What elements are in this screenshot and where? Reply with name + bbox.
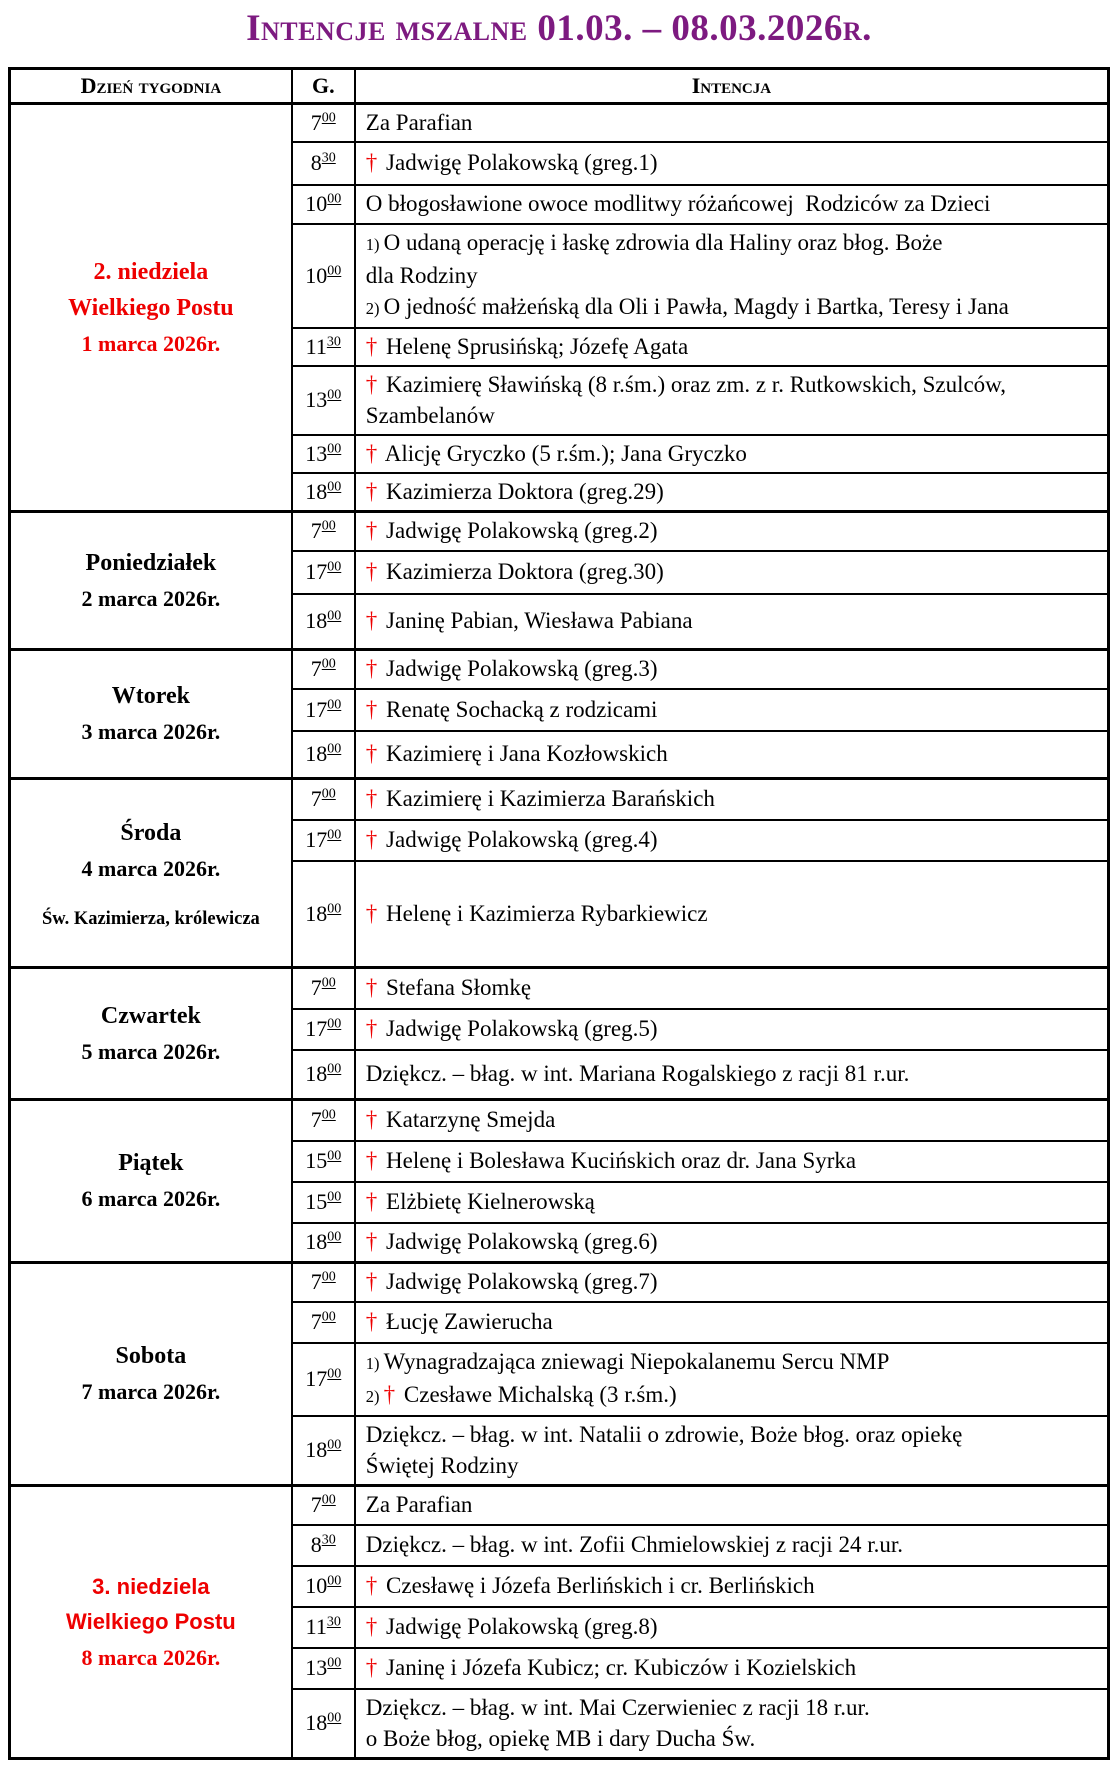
intention-line: Za Parafian [365,109,473,135]
hour-cell [292,1050,355,1100]
intention-row [10,103,1109,142]
intention-cell [355,511,1109,551]
day-line: Piątek [118,1150,184,1177]
day-line: 6 marca 2026r. [81,1186,221,1212]
intention-line: † Kazimierę i Jana Kozłowskich [365,741,668,767]
dagger-cross-icon: † [365,656,378,682]
hour-value: 10 [305,1573,328,1599]
day-cell [10,1485,292,1758]
day-line: Wielkiego Postu [68,294,234,321]
intention-cell [355,1485,1109,1525]
intention-cell [355,142,1109,185]
hour-value: 7 [310,109,322,135]
intention-line: † Jadwigę Polakowską (greg.8) [365,1614,658,1640]
hour-minutes: 30 [326,1615,341,1631]
intention-cell [355,1416,1109,1486]
hour-cell [292,1141,355,1182]
hour-cell [292,1485,355,1525]
hour-minutes: 00 [327,441,342,457]
header-intention: Intencja [355,68,1109,103]
header-hour: G. [292,68,355,103]
hour-cell [292,1343,355,1416]
intentions-table [8,67,1110,1760]
hour-value: 17 [305,1016,328,1042]
intention-line: Szambelanów [365,402,495,428]
hour-minutes: 00 [321,787,336,803]
header-day-of-week: Dzień tygodnia [10,68,292,103]
hour-value: 7 [310,1492,322,1518]
hour-value: 18 [305,1437,328,1463]
intention-cell [355,731,1109,779]
dagger-cross-icon: † [365,1614,378,1640]
intention-cell [355,1009,1109,1050]
hour-minutes: 00 [327,901,342,917]
hour-cell [292,103,355,142]
dagger-cross-icon: † [365,1189,378,1215]
hour-minutes: 00 [321,1493,336,1509]
hour-minutes: 00 [327,1367,342,1383]
dagger-cross-icon: † [365,1107,378,1133]
day-line: 8 marca 2026r. [81,1644,221,1670]
day-line: 5 marca 2026r. [81,1038,221,1064]
intention-line: 2) † Czesławe Michalską (3 r.śm.) [365,1381,677,1407]
hour-minutes: 00 [327,742,342,758]
page-title: Intencje mszalne 01.03. – 08.03.2026r. [246,8,872,49]
hour-minutes: 00 [327,1149,342,1165]
hour-minutes: 00 [327,1656,342,1672]
hour-minutes: 00 [327,828,342,844]
hour-cell [292,224,355,328]
dagger-cross-icon: † [365,1309,378,1335]
intention-cell [355,185,1109,224]
day-line: 2 marca 2026r. [81,585,221,611]
day-line: Poniedziałek [85,549,217,576]
hour-cell [292,731,355,779]
day-line: 4 marca 2026r. [81,856,221,882]
intention-cell [355,1223,1109,1263]
dagger-cross-icon: † [365,559,378,585]
hour-value: 15 [305,1189,328,1215]
hour-value: 18 [305,741,328,767]
dagger-cross-icon: † [365,786,378,812]
hour-value: 7 [310,975,322,1001]
hour-value: 15 [305,1148,328,1174]
hour-value: 7 [310,1107,322,1133]
intention-line: † Jadwigę Polakowską (greg.5) [365,1016,658,1042]
dagger-cross-icon: † [365,827,378,853]
day-line: Środa [120,820,182,847]
intention-cell [355,1689,1109,1759]
dagger-cross-icon: † [365,333,378,359]
hour-minutes: 00 [321,519,336,535]
hour-value: 13 [305,1655,328,1681]
dagger-cross-icon: † [365,975,378,1001]
intention-cell [355,1648,1109,1689]
intention-line: † Stefana Słomkę [365,975,532,1001]
intention-line: Za Parafian [365,1492,473,1518]
hour-minutes: 00 [327,263,342,279]
intention-cell [355,1525,1109,1566]
table-header-row [10,68,1109,103]
hour-value: 8 [310,150,322,176]
intention-line: † Jadwigę Polakowską (greg.3) [365,656,658,682]
intention-line: † Helenę i Bolesława Kucińskich oraz dr. Jana Syrka [365,1148,857,1174]
intention-row [10,1262,1109,1302]
intention-line: Dziękcz. – błag. w int. Natalii o zdrowie, Boże błog. oraz opiekę [365,1421,963,1447]
dagger-cross-icon: † [365,741,378,767]
hour-minutes: 00 [327,1190,342,1206]
hour-minutes: 00 [321,1108,336,1124]
intention-line: † Czesławę i Józefa Berlińskich i cr. Berlińskich [365,1573,815,1599]
day-line: Wielkiego Postu [66,1609,236,1635]
hour-minutes: 00 [327,1062,342,1078]
intention-cell [355,967,1109,1009]
hour-cell [292,1302,355,1343]
dagger-cross-icon: † [365,1229,378,1255]
hour-cell [292,649,355,689]
hour-minutes: 00 [327,1017,342,1033]
hour-value: 10 [305,191,328,217]
hour-minutes: 00 [327,192,342,208]
day-line: Wtorek [111,683,190,710]
intention-cell [355,1607,1109,1648]
hour-value: 8 [310,1532,322,1558]
dagger-cross-icon: † [365,1269,378,1295]
hour-cell [292,778,355,820]
hour-value: 17 [305,1366,328,1392]
hour-minutes: 00 [327,388,342,404]
day-cell [10,649,292,778]
hour-cell [292,142,355,185]
hour-cell [292,435,355,473]
hour-cell [292,1223,355,1263]
hour-minutes: 30 [326,334,341,350]
hour-cell [292,1689,355,1759]
dagger-cross-icon: † [365,478,378,504]
intention-row [10,1099,1109,1141]
intention-cell [355,1262,1109,1302]
list-number: 1) [365,234,384,254]
intention-line: Dziękcz. – błag. w int. Mai Czerwieniec z racji 18 r.ur. [365,1694,870,1720]
intention-cell [355,328,1109,366]
intention-line: † Jadwigę Polakowską (greg.6) [365,1229,658,1255]
hour-minutes: 00 [321,657,336,673]
hour-cell [292,1262,355,1302]
hour-minutes: 00 [321,1310,336,1326]
intention-cell [355,594,1109,650]
hour-cell [292,1607,355,1648]
intention-line: † Katarzynę Smejda [365,1107,556,1133]
intention-line: † Kazimierę Sławińską (8 r.śm.) oraz zm. z r. Rutkowskich, Szulców, [365,371,1007,397]
hour-cell [292,1009,355,1050]
intention-cell [355,778,1109,820]
day-cell [10,778,292,967]
hour-value: 11 [305,333,327,359]
day-line: 3. niedziela [92,1573,210,1599]
intention-line: † Kazimierę i Kazimierza Barańskich [365,786,715,812]
hour-minutes: 00 [321,110,336,126]
hour-minutes: 30 [321,151,336,167]
intention-cell [355,103,1109,142]
day-cell [10,1262,292,1485]
hour-value: 18 [305,900,328,926]
intention-line: † Renatę Sochacką z rodzicami [365,696,658,722]
intention-line: † Łucję Zawierucha [365,1309,553,1335]
day-line: 7 marca 2026r. [81,1379,221,1405]
dagger-cross-icon: † [383,1381,396,1407]
hour-cell [292,328,355,366]
intention-line: † Janinę Pabian, Wiesława Pabiana [365,608,693,634]
day-cell [10,511,292,649]
intention-line: † Elżbietę Kielnerowską [365,1189,595,1215]
intention-line: † Kazimierza Doktora (greg.29) [365,478,664,504]
intention-line: † Helenę Sprusińską; Józefę Agata [365,333,689,359]
intention-cell [355,1566,1109,1607]
hour-value: 13 [305,440,328,466]
dagger-cross-icon: † [365,900,378,926]
hour-minutes: 00 [321,976,336,992]
intention-line: O błogosławione owoce modlitwy różańcowej Rodziców za Dzieci [365,191,991,217]
dagger-cross-icon: † [365,1016,378,1042]
intention-cell [355,1141,1109,1182]
intention-cell [355,435,1109,473]
intention-line: 1) O udaną operację i łaskę zdrowia dla Haliny oraz błog. Boże [365,229,943,255]
hour-minutes: 00 [327,1230,342,1246]
intention-line: † Jadwigę Polakowską (greg.2) [365,518,658,544]
intention-cell [355,1182,1109,1223]
intention-row [10,967,1109,1009]
list-number: 1) [365,1353,384,1373]
intention-cell [355,649,1109,689]
intention-cell [355,224,1109,328]
day-line: 2. niedziela [93,258,209,285]
intention-line: † Alicję Gryczko (5 r.śm.); Jana Gryczko [365,440,747,466]
hour-value: 7 [310,656,322,682]
hour-cell [292,820,355,861]
intention-line: † Janinę i Józefa Kubicz; cr. Kubiczów i Kozielskich [365,1655,857,1681]
intention-cell [355,861,1109,968]
hour-cell [292,185,355,224]
hour-value: 18 [305,1061,328,1087]
dagger-cross-icon: † [365,440,378,466]
dagger-cross-icon: † [365,608,378,634]
intention-cell [355,1050,1109,1100]
dagger-cross-icon: † [365,371,378,397]
intention-row [10,778,1109,820]
hour-value: 17 [305,827,328,853]
hour-cell [292,861,355,968]
hour-cell [292,689,355,731]
day-line: Czwartek [100,1002,201,1029]
day-cell [10,103,292,511]
intention-line: o Boże błog, opiekę MB i dary Ducha Św. [365,1725,756,1751]
hour-cell [292,1525,355,1566]
hour-cell [292,1566,355,1607]
intention-line: Świętej Rodziny [365,1452,519,1478]
intention-row [10,649,1109,689]
intention-cell [355,1099,1109,1141]
intention-line: † Jadwigę Polakowską (greg.1) [365,150,658,176]
intention-line: 1) Wynagradzająca zniewagi Niepokalanemu Sercu NMP [365,1348,890,1374]
hour-minutes: 00 [327,609,342,625]
intention-cell [355,473,1109,512]
hour-minutes: 00 [327,479,342,495]
hour-value: 13 [305,387,328,413]
intention-line: † Jadwigę Polakowską (greg.7) [365,1269,658,1295]
day-line: Św. Kazimierza, królewicza [41,908,260,929]
hour-minutes: 00 [321,1270,336,1286]
hour-cell [292,1099,355,1141]
hour-cell [292,967,355,1009]
hour-value: 7 [310,1269,322,1295]
intention-line: † Kazimierza Doktora (greg.30) [365,559,664,585]
intention-cell [355,689,1109,731]
intention-row [10,511,1109,551]
hour-value: 7 [310,786,322,812]
hour-minutes: 00 [327,1574,342,1590]
list-number: 2) [365,298,384,318]
hour-minutes: 00 [327,697,342,713]
intention-line: † Helenę i Kazimierza Rybarkiewicz [365,900,708,926]
intention-line: Dziękcz. – błag. w int. Mariana Rogalskiego z racji 81 r.ur. [365,1061,910,1087]
intention-cell [355,551,1109,594]
intention-line: dla Rodziny [365,262,478,288]
intention-cell [355,820,1109,861]
hour-value: 10 [305,262,328,288]
hour-cell [292,1648,355,1689]
dagger-cross-icon: † [365,1655,378,1681]
hour-cell [292,473,355,512]
list-number: 2) [365,1386,384,1406]
hour-value: 11 [305,1614,327,1640]
intention-cell [355,1302,1109,1343]
day-cell [10,1099,292,1262]
hour-value: 7 [310,1309,322,1335]
hour-value: 18 [305,608,328,634]
hour-value: 18 [305,1710,328,1736]
hour-minutes: 00 [327,1438,342,1454]
hour-value: 18 [305,1229,328,1255]
hour-minutes: 30 [321,1533,336,1549]
intentions-body [10,103,1109,1758]
hour-cell [292,511,355,551]
day-cell [10,967,292,1099]
dagger-cross-icon: † [365,696,378,722]
hour-cell [292,1182,355,1223]
day-line: 3 marca 2026r. [81,719,221,745]
intention-line: Dziękcz. – błag. w int. Zofii Chmielowskiej z racji 24 r.ur. [365,1532,903,1558]
hour-value: 7 [310,518,322,544]
intention-cell [355,1343,1109,1416]
dagger-cross-icon: † [365,518,378,544]
hour-cell [292,1416,355,1486]
dagger-cross-icon: † [365,150,378,176]
hour-minutes: 00 [327,1711,342,1727]
hour-cell [292,594,355,650]
hour-cell [292,366,355,435]
hour-value: 17 [305,559,328,585]
intention-row [10,1485,1109,1525]
hour-minutes: 00 [327,560,342,576]
day-line: Sobota [115,1343,187,1370]
hour-value: 18 [305,478,328,504]
hour-cell [292,551,355,594]
intention-line: † Jadwigę Polakowską (greg.4) [365,827,658,853]
intention-cell [355,366,1109,435]
dagger-cross-icon: † [365,1148,378,1174]
day-line: 1 marca 2026r. [81,330,221,356]
hour-value: 17 [305,696,328,722]
dagger-cross-icon: † [365,1573,378,1599]
intention-line: 2) O jedność małżeńską dla Oli i Pawła, Magdy i Bartka, Teresy i Jana [365,293,1009,319]
